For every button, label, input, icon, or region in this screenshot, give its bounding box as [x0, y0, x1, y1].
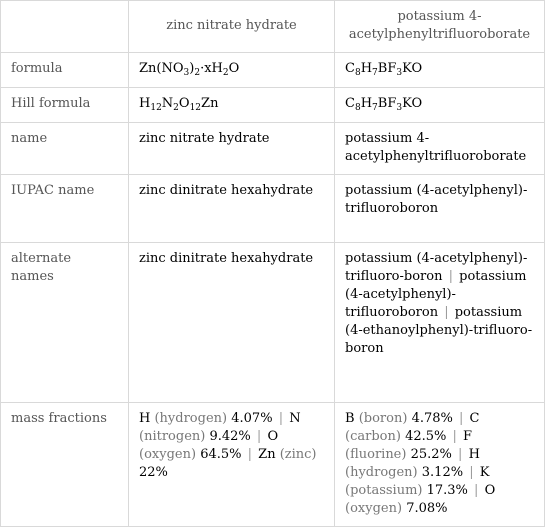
table-row — [1, 403, 545, 527]
element-name: (hydrogen) — [345, 465, 418, 480]
table-row — [1, 123, 545, 175]
element-name: (hydrogen) — [154, 411, 228, 426]
element-name: (oxygen) — [139, 447, 197, 462]
element-symbol: H — [139, 411, 151, 426]
element-symbol: O — [484, 483, 496, 498]
row-label-iupac-name: IUPAC name — [1, 175, 129, 243]
hill-formula-potassium: $C_8H_7BF_3KO$ — [335, 88, 545, 123]
separator: | — [243, 447, 257, 462]
row-label-hill-formula: Hill formula — [1, 88, 129, 123]
mass-fraction-item — [139, 411, 273, 426]
alternate-names-potassium — [335, 243, 545, 403]
formula-potassium: $C_8H_7BF_3KO$ — [335, 53, 545, 88]
table-row — [1, 175, 545, 243]
fraction-value: 9.42% — [209, 429, 251, 444]
row-label-mass-fractions: mass fractions — [1, 403, 129, 527]
element-name: (oxygen) — [345, 501, 403, 516]
row-label-alternate-names: alternate names — [1, 243, 129, 403]
row-label-formula: formula — [1, 53, 129, 88]
alternate-name-item: potassium (4-ethanoylphenyl)-trifluoro-boron — [345, 305, 533, 356]
fraction-value: 25.2% — [410, 447, 452, 462]
element-name: (zinc) — [279, 447, 317, 462]
separator: | — [252, 429, 266, 444]
element-symbol: B — [345, 411, 355, 426]
separator: | — [274, 411, 288, 426]
row-label-name: name — [1, 123, 129, 175]
fraction-value: 42.5% — [405, 429, 447, 444]
separator: | — [453, 447, 467, 462]
table-row — [1, 243, 545, 403]
name-zinc: zinc nitrate hydrate — [129, 123, 335, 175]
element-symbol: O — [267, 429, 279, 444]
mass-fraction-item — [345, 411, 453, 426]
alternate-name-item: potassium (4-acetylphenyl)-trifluoroboron — [345, 269, 527, 320]
element-name: (potassium) — [345, 483, 423, 498]
element-symbol: Zn — [258, 447, 276, 462]
element-symbol: K — [479, 465, 490, 480]
hill-formula-zinc: $H_{12}N_2O_{12}Zn$ — [129, 88, 335, 123]
fraction-value: 17.3% — [426, 483, 468, 498]
header-potassium-acetylphenyltrifluoroborate: potassium 4-acetylphenyltrifluoroborate — [335, 1, 545, 53]
element-symbol: N — [289, 411, 301, 426]
fraction-value: 7.08% — [406, 501, 448, 516]
table-row — [1, 88, 545, 123]
element-name: (boron) — [358, 411, 408, 426]
element-symbol: F — [463, 429, 473, 444]
element-symbol: H — [468, 447, 480, 462]
alternate-name-item: potassium (4-acetylphenyl)-trifluoro-boron — [345, 251, 528, 284]
name-potassium: potassium 4-acetylphenyltrifluoroborate — [335, 123, 545, 175]
alternate-names-zinc: zinc dinitrate hexahydrate — [129, 243, 335, 403]
element-name: (fluorine) — [345, 447, 407, 462]
iupac-name-potassium: potassium (4-acetylphenyl)-trifluoroboron — [335, 175, 545, 243]
separator: | — [448, 429, 462, 444]
mass-fractions-potassium — [335, 403, 545, 527]
formula-zinc: $Zn(NO_3)_2\cdot xH_2O$ — [129, 53, 335, 88]
table-row — [1, 53, 545, 88]
separator: | — [469, 483, 483, 498]
element-symbol: C — [469, 411, 480, 426]
separator: | — [465, 465, 478, 480]
separator: | — [440, 305, 453, 320]
header-row — [1, 1, 545, 53]
fraction-value: 4.78% — [411, 411, 453, 426]
fraction-value: 22% — [139, 465, 168, 480]
header-zinc-nitrate-hydrate: zinc nitrate hydrate — [129, 1, 335, 53]
fraction-value: 64.5% — [200, 447, 242, 462]
separator: | — [454, 411, 468, 426]
separator: | — [444, 269, 458, 284]
header-empty-cell — [1, 1, 129, 53]
iupac-name-zinc: zinc dinitrate hexahydrate — [129, 175, 335, 243]
mass-fractions-zinc — [129, 403, 335, 527]
element-name: (nitrogen) — [139, 429, 206, 444]
element-name: (carbon) — [345, 429, 401, 444]
fraction-value: 4.07% — [231, 411, 273, 426]
fraction-value: 3.12% — [421, 465, 464, 480]
